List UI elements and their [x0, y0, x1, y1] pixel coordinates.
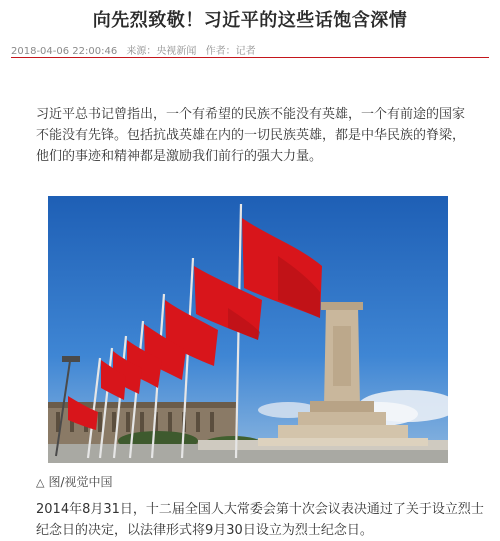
article-source: 来源：央视新闻	[126, 46, 197, 57]
article-meta	[11, 42, 262, 57]
publish-datetime: 2018-04-06 22:00:46	[11, 46, 118, 57]
article-photo	[48, 196, 448, 463]
body-paragraph: 2014年8月31日，十二届全国人大常委会第十次会议表决通过了关于设立烈士纪念日的决定，以法律形式将9月30日设立为烈士纪念日。	[36, 502, 484, 538]
title-divider	[11, 57, 489, 58]
image-caption-text: 图/视觉中国	[48, 475, 113, 489]
lead-paragraph: 习近平总书记曾指出，一个有希望的民族不能没有英雄，一个有前途的国家不能没有先锋。包括抗战英雄在内的一切民族英雄，都是中华民族的脊梁，他们的事迹和精神都是激励我们前行的强大力量。	[36, 107, 466, 164]
triangle-up-outline-icon: △	[36, 476, 45, 489]
image-caption	[36, 473, 113, 490]
article-author: 作者：记者	[205, 46, 256, 57]
article-title: 向先烈致敬！习近平的这些话饱含深情	[92, 10, 408, 31]
